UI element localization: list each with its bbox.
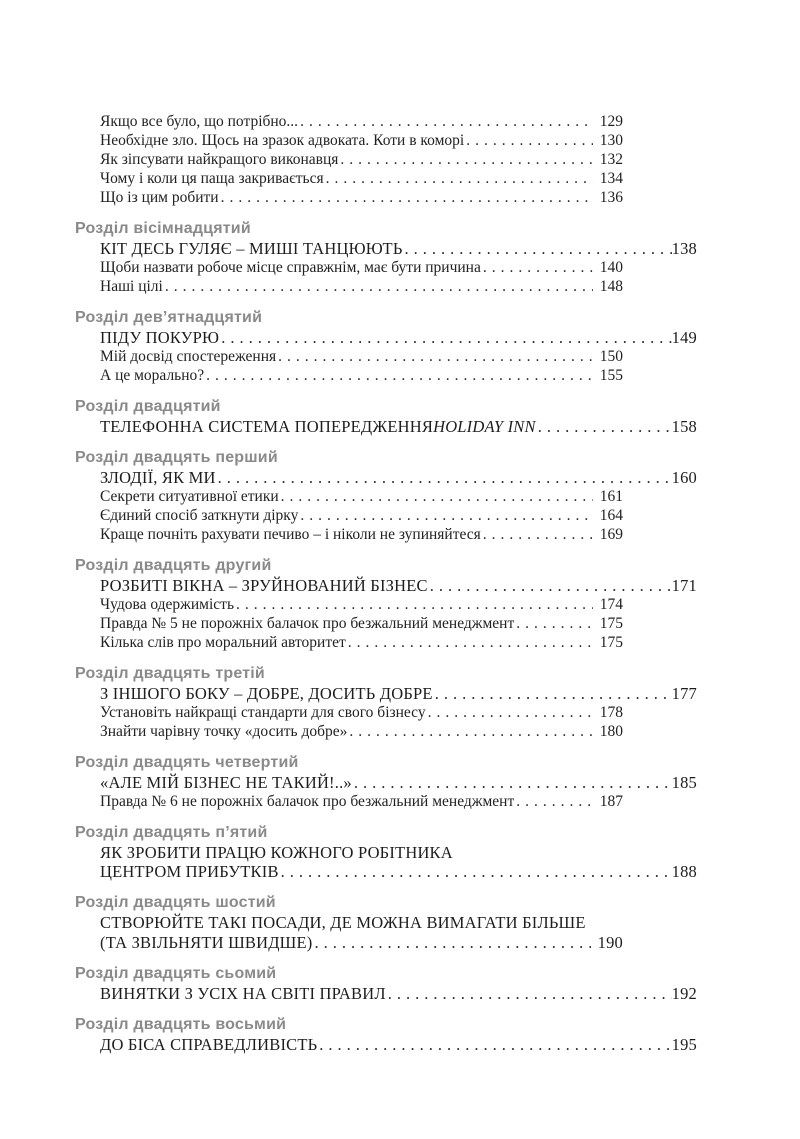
toc-entry-title: Мій досвід спостереження bbox=[100, 348, 277, 365]
toc-row bbox=[75, 487, 697, 506]
toc-row bbox=[75, 933, 697, 953]
toc-entry-title: (ТА ЗВІЛЬНЯТИ ШВИДШЕ) bbox=[100, 932, 313, 952]
toc-section bbox=[75, 112, 697, 207]
toc-entry-title: Що із цим робити bbox=[100, 189, 219, 206]
toc-entry-title: ДО БІСА СПРАВЕДЛИВІСТЬ bbox=[100, 1034, 318, 1054]
dot-leader bbox=[319, 1035, 671, 1055]
toc-entry-title: Знайти чарівну точку «досить добре» bbox=[100, 723, 348, 740]
dot-leader bbox=[221, 328, 671, 348]
toc-entry-title: ВИНЯТКИ З УСІХ НА СВІТІ ПРАВИЛ bbox=[100, 983, 386, 1003]
chapter-label: Розділ двадцять перший bbox=[75, 448, 278, 466]
dot-leader bbox=[483, 258, 593, 277]
page-number: 138 bbox=[671, 238, 697, 258]
chapter-label: Розділ двадцять четвертий bbox=[75, 753, 299, 771]
toc-entry-title: КІТ ДЕСЬ ГУЛЯЄ – МИШІ ТАНЦЮЮТЬ bbox=[100, 238, 403, 258]
page-number: 175 bbox=[599, 634, 623, 651]
page-number: 180 bbox=[599, 723, 623, 740]
chapter-label: Розділ двадцять третій bbox=[75, 664, 265, 682]
toc-row bbox=[75, 366, 697, 385]
page-number: 149 bbox=[671, 327, 697, 347]
page-number: 169 bbox=[599, 526, 623, 543]
dot-leader bbox=[315, 933, 591, 953]
page-number: 177 bbox=[671, 683, 697, 703]
toc-row bbox=[75, 773, 697, 793]
dot-leader bbox=[483, 525, 593, 544]
page-number: 178 bbox=[599, 704, 623, 721]
chapter-label: Розділ дев’ятнадцятий bbox=[75, 308, 263, 326]
toc-row bbox=[75, 506, 697, 525]
toc-row bbox=[75, 131, 697, 150]
toc-row bbox=[75, 239, 697, 259]
page-number: 160 bbox=[671, 467, 697, 487]
page-number: 140 bbox=[599, 259, 623, 276]
dot-leader bbox=[221, 188, 593, 207]
toc-row bbox=[75, 525, 697, 544]
toc-row bbox=[75, 684, 697, 704]
toc-entry-title: Необхідне зло. Щось на зразок адвоката. Коти в коморі bbox=[100, 132, 465, 149]
dot-leader bbox=[236, 595, 593, 614]
toc-section bbox=[75, 218, 697, 297]
page-number: 136 bbox=[599, 189, 623, 206]
page-number: 148 bbox=[599, 278, 623, 295]
dot-leader bbox=[516, 614, 593, 633]
chapter-label: Розділ двадцять восьмий bbox=[75, 1015, 287, 1033]
page-number: 164 bbox=[599, 507, 623, 524]
page-number: 174 bbox=[599, 596, 623, 613]
page-number: 150 bbox=[599, 348, 623, 365]
chapter-label: Розділ двадцять сьомий bbox=[75, 964, 277, 982]
toc-entry-title: А це морально? bbox=[100, 367, 205, 384]
toc-row bbox=[75, 792, 697, 811]
dot-leader bbox=[165, 277, 593, 296]
toc-section bbox=[75, 963, 697, 1004]
dot-leader bbox=[300, 112, 593, 131]
toc-row bbox=[75, 417, 697, 437]
dot-leader bbox=[340, 150, 592, 169]
toc-entry-title: Наші цілі bbox=[100, 278, 163, 295]
page-number: 158 bbox=[671, 416, 697, 436]
dot-leader bbox=[405, 239, 672, 259]
chapter-label: Розділ двадцять другий bbox=[75, 556, 272, 574]
dot-leader bbox=[428, 703, 593, 722]
chapter-label: Розділ двадцять шостий bbox=[75, 894, 276, 911]
dot-leader bbox=[300, 506, 592, 525]
page-number: 132 bbox=[599, 151, 623, 168]
toc-entry-title-italic: HOLIDAY INN bbox=[433, 416, 536, 436]
toc-section bbox=[75, 752, 697, 812]
toc-row bbox=[75, 1035, 697, 1055]
dot-leader bbox=[388, 984, 672, 1004]
toc-section bbox=[75, 555, 697, 653]
dot-leader bbox=[349, 722, 592, 741]
toc-row bbox=[75, 576, 697, 596]
toc-section bbox=[75, 1014, 697, 1055]
page-number: 134 bbox=[599, 170, 623, 187]
toc-row bbox=[75, 595, 697, 614]
dot-leader bbox=[435, 684, 672, 704]
toc-section bbox=[75, 447, 697, 545]
dot-leader bbox=[354, 773, 672, 793]
dot-leader bbox=[348, 633, 593, 652]
toc-section bbox=[75, 822, 697, 882]
toc-row bbox=[75, 347, 697, 366]
toc-entry-title: СТВОРЮЙТЕ ТАКІ ПОСАДИ, ДЕ МОЖНА ВИМАГАТИ БІЛЬШЕ bbox=[100, 913, 586, 932]
toc-entry-title: Щоби назвати робоче місце справжнім, має бути причина bbox=[100, 259, 481, 276]
toc-section bbox=[75, 396, 697, 437]
dot-leader bbox=[538, 417, 672, 437]
page-number: 130 bbox=[599, 132, 623, 149]
page-number: 190 bbox=[597, 932, 623, 952]
toc-row bbox=[75, 188, 697, 207]
page-number: 195 bbox=[671, 1034, 697, 1054]
toc-entry-title: ПІДУ ПОКУРЮ bbox=[100, 327, 220, 347]
toc-row bbox=[75, 468, 697, 488]
table-of-contents bbox=[75, 112, 697, 1054]
toc-entry-title: Секрети ситуативної етики bbox=[100, 488, 279, 505]
toc-section bbox=[75, 663, 697, 742]
dot-leader bbox=[218, 468, 672, 488]
toc-section bbox=[75, 307, 697, 386]
toc-entry-title: ТЕЛЕФОННА СИСТЕМА ПОПЕРЕДЖЕННЯ bbox=[100, 416, 434, 436]
page-number: 192 bbox=[671, 983, 697, 1003]
toc-entry-title: З ІНШОГО БОКУ – ДОБРЕ, ДОСИТЬ ДОБРЕ bbox=[100, 683, 433, 703]
toc-row bbox=[75, 703, 697, 722]
toc-entry-title: Чудова одержимість bbox=[100, 596, 235, 613]
dot-leader bbox=[281, 487, 593, 506]
toc-row bbox=[75, 150, 697, 169]
page-number: 187 bbox=[599, 793, 623, 810]
dot-leader bbox=[281, 862, 672, 882]
toc-row bbox=[75, 169, 697, 188]
toc-entry-title: Якщо все було, що потрібно... bbox=[100, 113, 299, 130]
chapter-label: Розділ двадцять п’ятий bbox=[75, 823, 268, 841]
dot-leader bbox=[466, 131, 593, 150]
toc-row bbox=[75, 862, 697, 882]
chapter-label: Розділ двадцятий bbox=[75, 397, 221, 415]
toc-row bbox=[75, 913, 697, 933]
dot-leader bbox=[430, 576, 672, 596]
toc-row bbox=[75, 633, 697, 652]
toc-row bbox=[75, 984, 697, 1004]
page-number: 155 bbox=[599, 367, 623, 384]
toc-entry-title: ЦЕНТРОМ ПРИБУТКІВ bbox=[100, 862, 279, 881]
toc-entry-title: Чому і коли ця паща закривається bbox=[100, 170, 324, 187]
toc-entry-title: Правда № 6 не порожніх балачок про безжальний менеджмент bbox=[100, 793, 515, 810]
toc-row bbox=[75, 843, 697, 863]
page-number: 161 bbox=[599, 488, 623, 505]
toc-row bbox=[75, 722, 697, 741]
dot-leader bbox=[516, 792, 593, 811]
toc-entry-title: ЗЛОДІЇ, ЯК МИ bbox=[100, 467, 216, 487]
toc-entry-title: Як зіпсувати найкращого виконавця bbox=[100, 151, 339, 168]
toc-section bbox=[75, 892, 697, 952]
toc-entry-title: Установіть найкращі стандарти для свого бізнесу bbox=[100, 704, 426, 721]
toc-row bbox=[75, 328, 697, 348]
page-number: 175 bbox=[599, 615, 623, 632]
page-number: 129 bbox=[599, 113, 623, 130]
toc-row bbox=[75, 614, 697, 633]
page-number: 188 bbox=[671, 862, 697, 881]
toc-entry-title: «АЛЕ МІЙ БІЗНЕС НЕ ТАКИЙ!..» bbox=[100, 772, 352, 792]
toc-entry-title: Краще почніть рахувати печиво – і ніколи не зупиняйтеся bbox=[100, 526, 481, 543]
page-number: 185 bbox=[671, 772, 697, 792]
toc-row bbox=[75, 112, 697, 131]
dot-leader bbox=[326, 169, 593, 188]
toc-row bbox=[75, 258, 697, 277]
dot-leader bbox=[206, 366, 593, 385]
chapter-label: Розділ вісімнадцятий bbox=[75, 219, 251, 237]
toc-entry-title: Єдиний спосіб заткнути дірку bbox=[100, 507, 299, 524]
dot-leader bbox=[278, 347, 593, 366]
toc-entry-title: Кілька слів про моральний авторитет bbox=[100, 634, 346, 651]
page-number: 171 bbox=[671, 575, 697, 595]
toc-entry-title: Правда № 5 не порожніх балачок про безжальний менеджмент bbox=[100, 615, 515, 632]
toc-row bbox=[75, 277, 697, 296]
toc-entry-title: РОЗБИТІ ВІКНА – ЗРУЙНОВАНИЙ БІЗНЕС bbox=[100, 575, 428, 595]
toc-entry-title: ЯК ЗРОБИТИ ПРАЦЮ КОЖНОГО РОБІТНИКА bbox=[100, 842, 453, 862]
